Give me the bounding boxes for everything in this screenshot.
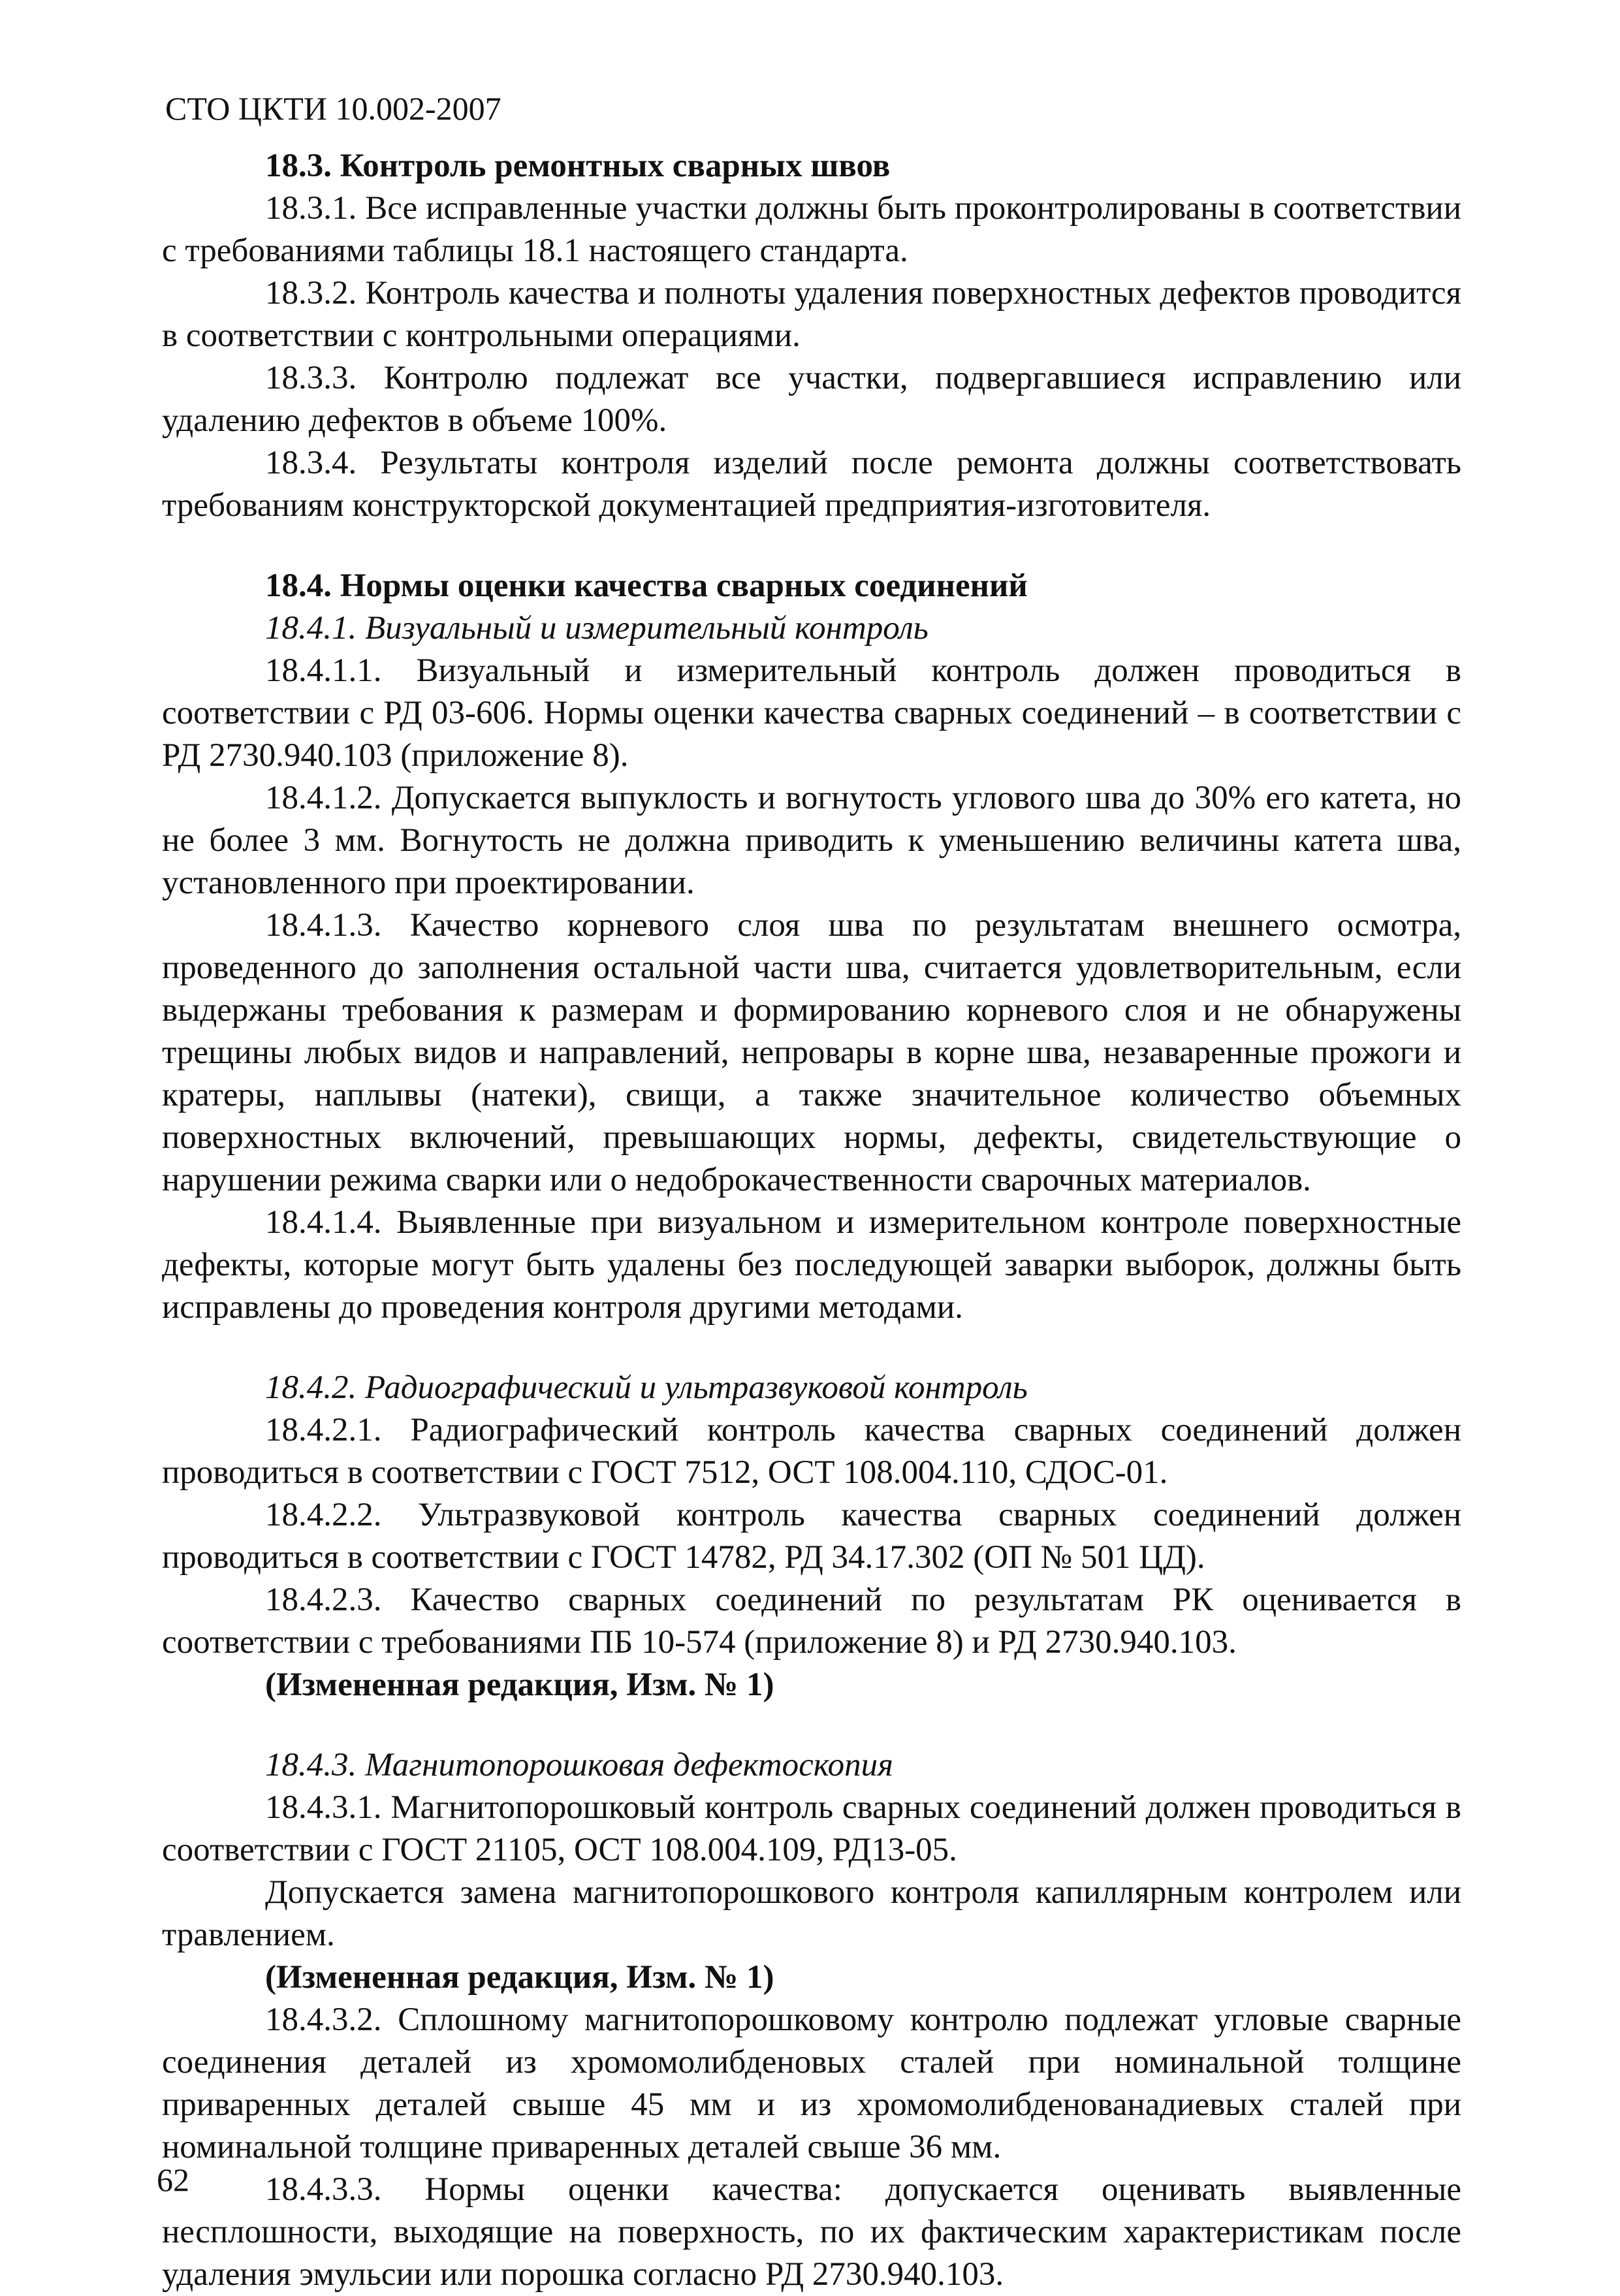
- paragraph-18-4-2-2: 18.4.2.2. Ультразвуковой контроль качества сварных соединений должен проводиться в соответствии с ГОСТ 14782, РД 34.17.302 (ОП № 501 ЦД).: [162, 1497, 1461, 1576]
- spacer: [162, 1706, 1461, 1744]
- section-18-4-heading: 18.4. Нормы оценки качества сварных соединений: [265, 567, 1028, 604]
- paragraph-18-4-3-1-note: Допускается замена магнитопорошкового контроля капиллярным контролем или травлением.: [162, 1874, 1461, 1953]
- section-18-3-heading: 18.3. Контроль ремонтных сварных швов: [265, 148, 891, 184]
- paragraph-18-4-3-2: 18.4.3.2. Сплошному магнитопорошковому контролю подлежат угловые сварные соединения деталей из хромомолибденовых сталей при номинальной толщине приваренных деталей свыше 45 мм и из хромомолибденованадиевых сталей при номинальной толщине приваренных деталей свыше 36 мм.: [162, 2001, 1461, 2165]
- document-header: СТО ЦКТИ 10.002-2007: [165, 90, 501, 127]
- document-body: [162, 145, 1461, 2296]
- paragraph-18-4-2-1: 18.4.2.1. Радиографический контроль качества сварных соединений должен проводиться в соответствии с ГОСТ 7512, ОСТ 108.004.110, СДОС-01.: [162, 1412, 1461, 1491]
- paragraph-18-3-4: 18.3.4. Результаты контроля изделий после ремонта должны соответствовать требованиям конструкторской документацией предприятия-изготовителя.: [162, 445, 1461, 524]
- paragraph-18-4-3-1: 18.4.3.1. Магнитопорошковый контроль сварных соединений должен проводиться в соответствии с ГОСТ 21105, ОСТ 108.004.109, РД13-05.: [162, 1789, 1461, 1868]
- paragraph-18-3-1: 18.3.1. Все исправленные участки должны быть проконтролированы в соответствии с требованиями таблицы 18.1 настоящего стандарта.: [162, 190, 1461, 269]
- paragraph-18-4-1-3: 18.4.1.3. Качество корневого слоя шва по результатам внешнего осмотра, проведенного до заполнения остальной части шва, считается удовлетворительным, если выдержаны требования к размерам и формированию корневого слоя и не обнаружены трещины любых видов и направлений, непровары в корне шва, незаваренные прожоги и кратеры, наплывы (натеки), свищи, а также значительное количество объемных поверхностных включений, превышающих нормы, дефекты, свидетельствующие о нарушении режима сварки или о недоброкачественности сварочных материалов.: [162, 907, 1461, 1198]
- subsection-18-4-3-title: 18.4.3. Магнитопорошковая дефектоскопия: [265, 1747, 893, 1783]
- spacer: [162, 1329, 1461, 1367]
- subsection-18-4-2-title: 18.4.2. Радиографический и ультразвуковой контроль: [265, 1369, 1028, 1406]
- paragraph-18-3-3: 18.3.3. Контролю подлежат все участки, подвергавшиеся исправлению или удалению дефектов в объеме 100%.: [162, 360, 1461, 439]
- amendment-note-2: (Измененная редакция, Изм. № 1): [265, 1959, 774, 1996]
- amendment-note-1: (Измененная редакция, Изм. № 1): [265, 1666, 774, 1703]
- page-number: 62: [157, 2161, 189, 2198]
- paragraph-18-4-1-1: 18.4.1.1. Визуальный и измерительный контроль должен проводиться в соответствии с РД 03-606. Нормы оценки качества сварных соединений – в соответствии с РД 2730.940.103 (приложение 8).: [162, 652, 1461, 774]
- spacer: [162, 527, 1461, 565]
- paragraph-18-4-3-3: 18.4.3.3. Нормы оценки качества: допускается оценивать выявленные несплошности, выходящие на поверхность, по их фактическим характеристикам после удаления эмульсии или порошка согласно РД 2730.940.103.: [162, 2171, 1461, 2293]
- subsection-18-4-1-title: 18.4.1. Визуальный и измерительный контроль: [265, 610, 929, 646]
- paragraph-18-4-1-2: 18.4.1.2. Допускается выпуклость и вогнутость углового шва до 30% его катета, но не более 3 мм. Вогнутость не должна приводить к уменьшению величины катета шва, установленного при проектировании.: [162, 780, 1461, 901]
- paragraph-18-3-2: 18.3.2. Контроль качества и полноты удаления поверхностных дефектов проводится в соответствии с контрольными операциями.: [162, 275, 1461, 354]
- paragraph-18-4-1-4: 18.4.1.4. Выявленные при визуальном и измерительном контроле поверхностные дефекты, которые могут быть удалены без последующей заварки выборок, должны быть исправлены до проведения контроля другими методами.: [162, 1204, 1461, 1326]
- paragraph-18-4-2-3: 18.4.2.3. Качество сварных соединений по результатам РК оценивается в соответствии с требованиями ПБ 10-574 (приложение 8) и РД 2730.940.103.: [162, 1582, 1461, 1661]
